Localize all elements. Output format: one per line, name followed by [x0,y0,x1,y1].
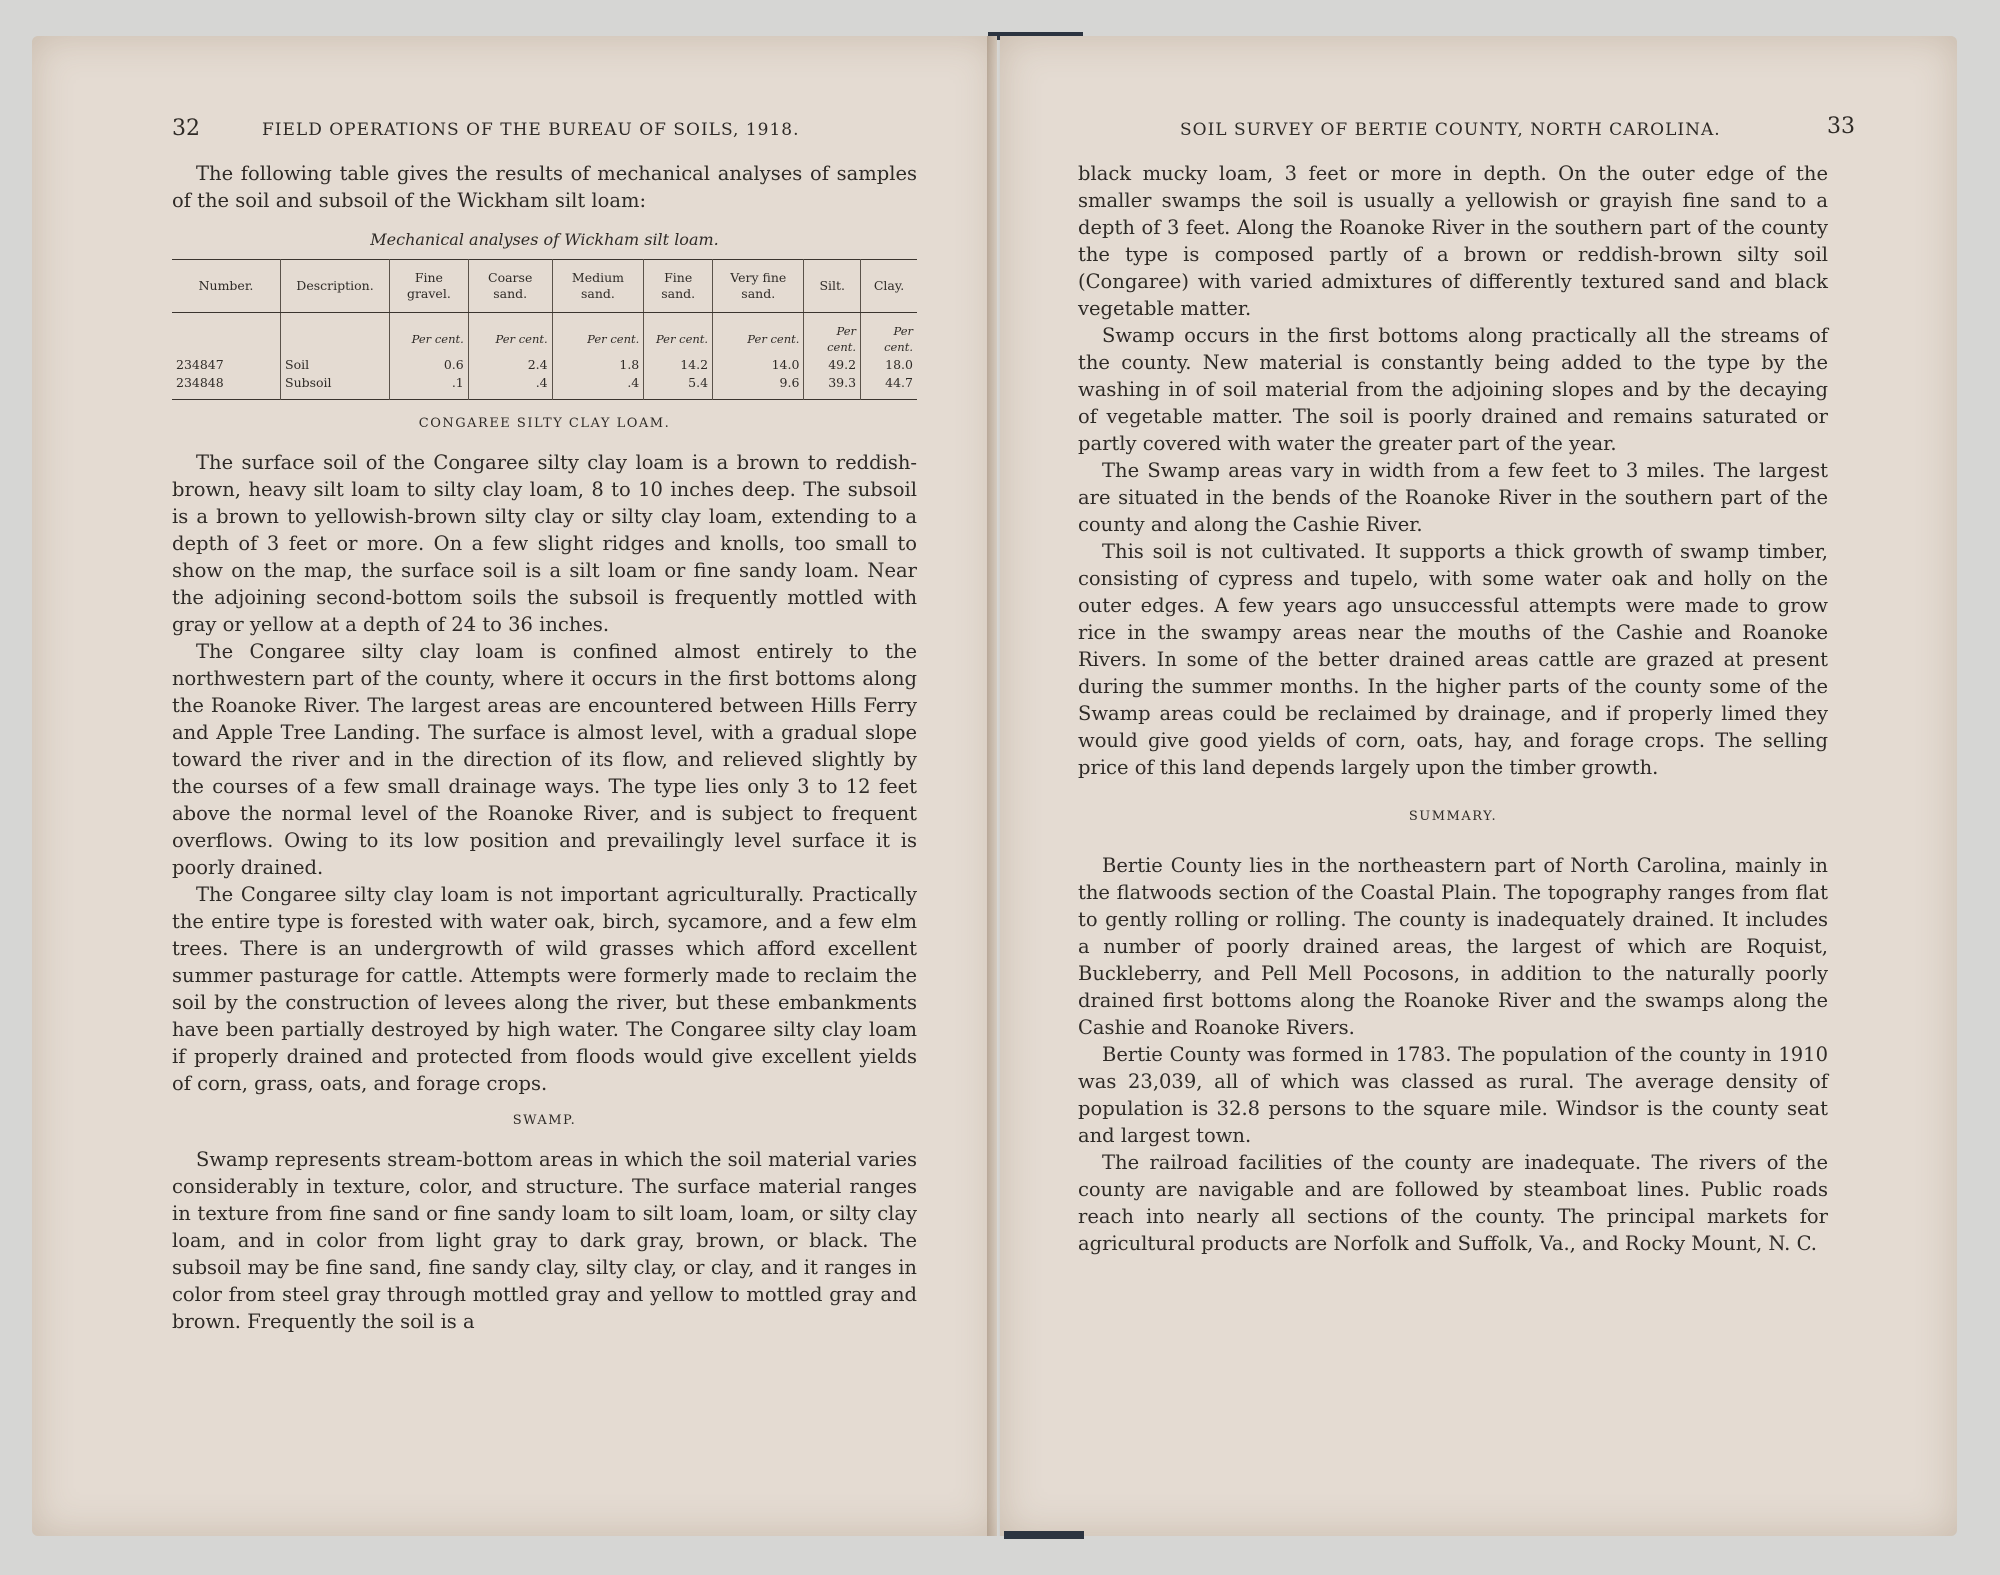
table-cell: 1.8 [552,356,644,374]
table-cell: 14.0 [713,356,804,374]
table-cell: .1 [390,374,469,400]
table-row [172,374,917,400]
table-cell: .4 [552,374,644,400]
body-paragraph: The Swamp areas vary in width from a few feet to 3 miles. The largest are situated in the bends of the Roanoke River in the southern part of the county and along the Cashie River. [1078,459,1828,536]
table-cell: 14.2 [644,356,713,374]
table-cell: 5.4 [644,374,713,400]
body-paragraph: Swamp occurs in the first bottoms along practically all the streams of the county. New material is constantly being added to the type by the washing in of soil material from the adjoining slopes and by the decaying of vegetable matter. The soil is poorly drained and remains saturated or partly covered with water the greater part of the year. [1078,324,1828,455]
unit-cell: Per cent. [468,313,552,357]
table-row [172,356,917,374]
section-heading-summary: SUMMARY. [1408,809,1498,824]
table-cell: .4 [468,374,552,400]
sample-description: Soil [281,356,390,374]
col-number: Number. [172,260,281,313]
table-cell: 49.2 [804,356,861,374]
page-number-left: 32 [172,116,200,141]
sample-description: Subsoil [281,374,390,400]
col-coarse-sand: Coarse sand. [468,260,552,313]
unit-cell: Per cent. [861,313,917,357]
body-paragraph: Bertie County was formed in 1783. The population of the county in 1910 was 23,039, all of which was classed as rural. The average density of population is 32.8 persons to the square mile. Windsor is the county seat and largest town. [1078,1043,1828,1147]
right-text-column [1078,160,1828,1257]
table-cell: 2.4 [468,356,552,374]
col-fine-gravel: Fine gravel. [390,260,469,313]
body-paragraph: The Congaree silty clay loam is not important agriculturally. Practically the entire type is forested with water oak, birch, sycamore, and a few elm trees. There is an undergrowth of wild grasses which afford excellent summer pasturage for cattle. Attempts were formerly made to reclaim the soil by the construction of levees along the river, but these embankments have been partially destroyed by high water. The Congaree silty clay loam if properly drained and protected from floods would give excellent yields of corn, grass, oats, and forage crops. [172,883,917,1095]
table-cell: 9.6 [713,374,804,400]
left-text-column [172,160,917,1335]
body-paragraph: The surface soil of the Congaree silty clay loam is a brown to reddish-brown, heavy silt loam to silty clay loam, 8 to 10 inches deep. The subsoil is a brown to yellowish-brown silty clay or silty clay loam, extending to a depth of 3 feet or more. On a few slight ridges and knolls, too small to show on the map, the surface soil is a silt loam or fine sandy loam. Near the adjoining second-bottom soils the subsoil is frequently mottled with gray or yellow at a depth of 24 to 36 inches. [172,451,917,636]
col-silt: Silt. [804,260,861,313]
col-medium-sand: Medium sand. [552,260,644,313]
unit-cell: Per cent. [390,313,469,357]
running-head-left: FIELD OPERATIONS OF THE BUREAU OF SOILS, 1918. [262,120,800,140]
left-page [32,36,997,1536]
col-very-fine-sand: Very fine sand. [713,260,804,313]
body-paragraph: The railroad facilities of the county are inadequate. The rivers of the county are navigable and are followed by steamboat lines. Public roads reach into nearly all sections of the county. The principal markets for agricultural products are Norfolk and Suffolk, Va., and Rocky Mount, N. C. [1078,1151,1828,1255]
body-paragraph: black mucky loam, 3 feet or more in depth. On the outer edge of the smaller swamps the soil is usually a yellowish or grayish fine sand to a depth of 3 feet. Along the Roanoke River in the southern part of the county the type is composed partly of a brown or reddish-brown silty soil (Congaree) with varied admixtures of differently textured sand and black vegetable matter. [1078,162,1828,320]
section-heading-swamp: SWAMP. [512,1113,577,1128]
table-header-row [172,260,917,313]
mechanical-analyses-table [172,259,917,400]
page-number-right: 33 [1827,114,1855,139]
body-paragraph: Swamp represents stream-bottom areas in which the soil material varies considerably in texture, color, and structure. The surface material ranges in texture from fine sand or fine sandy loam to silt loam, loam, or silty clay loam, and in color from light gray to dark gray, brown, or black. The subsoil may be fine sand, fine sandy clay, silty clay, or clay, and it ranges in color from steel gray through mottled gray and yellow to mottled gray and brown. Frequently the soil is a [172,1148,917,1333]
intro-paragraph: The following table gives the results of mechanical analyses of samples of the soil and subsoil of the Wickham silt loam: [172,162,917,212]
table-cell: 0.6 [390,356,469,374]
body-paragraph: The Congaree silty clay loam is confined almost entirely to the northwestern part of the county, where it occurs in the first bottoms along the Roanoke River. The largest areas are encountered between Hills Ferry and Apple Tree Landing. The surface is almost level, with a gradual slope toward the river and in the direction of its flow, and relieved slightly by the courses of a few small drainage ways. The type lies only 3 to 12 feet above the normal level of the Roanoke River, and is subject to frequent overflows. Owing to its low position and prevailingly level surface it is poorly drained. [172,640,917,879]
right-page [1000,36,1957,1536]
unit-cell: Per cent. [713,313,804,357]
body-paragraph: This soil is not cultivated. It supports a thick growth of swamp timber, consisting of cypress and tupelo, with some water oak and holly on the outer edges. A few years ago unsuccessful attempts were made to grow rice in the swampy areas near the mouths of the Cashie and Roanoke Rivers. In some of the better drained areas cattle are grazed at present during the summer months. In the higher parts of the county some of the Swamp areas could be reclaimed by drainage, and if properly limed they would give good yields of corn, oats, hay, and forage crops. The selling price of this land depends largely upon the timber growth. [1078,540,1828,779]
body-paragraph: Bertie County lies in the northeastern part of North Carolina, mainly in the flatwoods section of the Coastal Plain. The topography ranges from flat to gently rolling or rolling. The county is inadequately drained. It includes a number of poorly drained areas, the largest of which are Roquist, Buckleberry, and Pell Mell Pocosons, in addition to the naturally poorly drained first bottoms along the Roanoke River and the swamps along the Cashie and Roanoke Rivers. [1078,854,1828,1039]
open-book [32,36,1957,1536]
table-unit-row [172,313,917,357]
table-cell: 39.3 [804,374,861,400]
col-description: Description. [281,260,390,313]
table-caption: Mechanical analyses of Wickham silt loam. [370,230,719,249]
col-fine-sand: Fine sand. [644,260,713,313]
running-head-right: SOIL SURVEY OF BERTIE COUNTY, NORTH CAROLINA. [1180,120,1721,140]
col-clay: Clay. [861,260,917,313]
spine-bottom [1004,1531,1084,1539]
table-cell: 44.7 [861,374,917,400]
unit-cell: Per cent. [552,313,644,357]
unit-cell: Per cent. [644,313,713,357]
sample-number: 234848 [176,375,224,390]
sample-number: 234847 [176,357,224,372]
section-heading-congaree: CONGAREE SILTY CLAY LOAM. [418,416,671,431]
table-cell: 18.0 [861,356,917,374]
unit-cell: Per cent. [804,313,861,357]
